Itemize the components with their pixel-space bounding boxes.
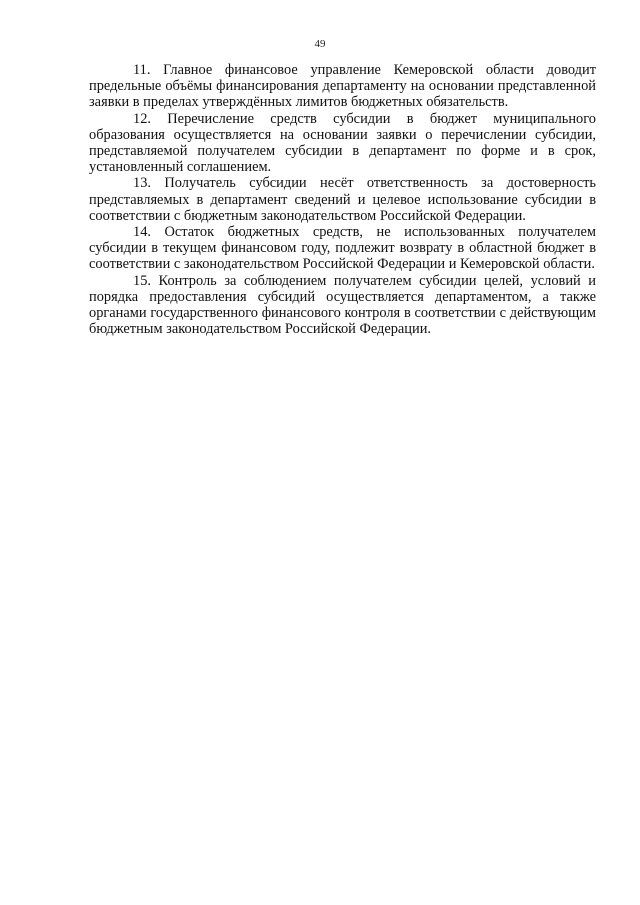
paragraph-15: 15. Контроль за соблюдением получателем субсидии целей, условий и порядка предоставления субсидий осуществляется департаментом, а также органами государственного финансового контроля в соответствии с действующим бюджетным законодательством Российской Федерации.: [89, 272, 596, 338]
document-body: [89, 62, 596, 337]
paragraph-11: 11. Главное финансовое управление Кемеровской области доводит предельные объёмы финансирования департаменту на основании представленной заявки в пределах утверждённых лимитов бюджетных обязательств.: [89, 62, 596, 111]
paragraph-14: 14. Остаток бюджетных средств, не использованных получателем субсидии в текущем финансовом году, подлежит возврату в областной бюджет в соответствии с законодательством Российской Федерации и Кемеровской области.: [89, 224, 596, 273]
page-number: 49: [314, 38, 326, 50]
paragraph-12: 12. Перечисление средств субсидии в бюджет муниципального образования осуществляется на основании заявки о перечислении субсидии, представляемой получателем субсидии в департамент по форме и в срок, установленный соглашением.: [89, 110, 596, 176]
paragraph-13: 13. Получатель субсидии несёт ответственность за достоверность представляемых в департамент сведений и целевое использование субсидии в соответствии с бюджетным законодательством Российской Федерации.: [89, 175, 596, 224]
